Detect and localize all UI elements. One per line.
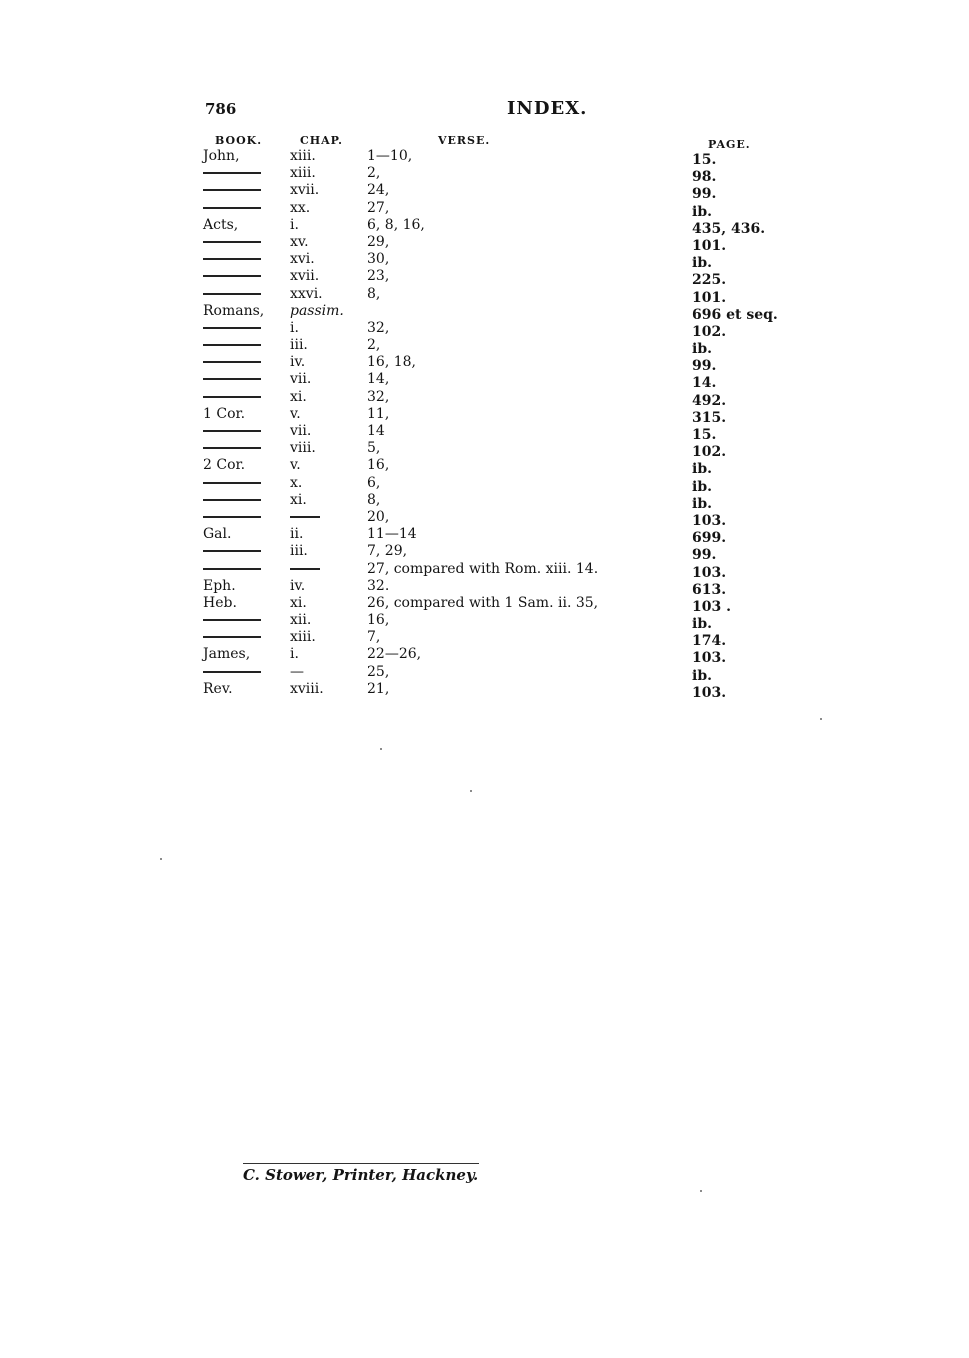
column-header-book: BOOK.	[215, 134, 263, 147]
table-row	[0, 491, 969, 512]
page-cell: 14.	[692, 375, 717, 392]
table-row	[0, 302, 969, 323]
book-cell: James,	[203, 646, 251, 663]
ditto-rule	[203, 189, 261, 191]
page-cell: ib.	[692, 341, 712, 358]
table-row	[0, 199, 969, 220]
page-cell: 102.	[692, 444, 727, 461]
book-cell	[203, 234, 261, 251]
verse-cell: 25,	[367, 663, 390, 680]
chap-cell: vii.	[290, 371, 312, 388]
book-cell: 2 Cor.	[203, 457, 246, 474]
book-cell: Acts,	[203, 216, 239, 233]
chap-cell: iii.	[290, 337, 308, 354]
page-title: INDEX.	[507, 98, 588, 119]
verse-cell: 16,	[367, 457, 390, 474]
ditto-rule	[203, 619, 261, 621]
verse-cell: 11—14	[367, 526, 417, 543]
ditto-rule	[203, 482, 261, 484]
chap-cell: xviii.	[290, 680, 324, 697]
table-row	[0, 165, 969, 186]
chap-cell: i.	[290, 646, 299, 663]
ditto-rule	[203, 258, 261, 260]
chap-cell: iii.	[290, 543, 308, 560]
table-row	[0, 629, 969, 650]
book-cell	[203, 337, 261, 354]
page-cell: 174.	[692, 633, 727, 650]
page-cell: 699.	[692, 530, 727, 547]
table-row	[0, 319, 969, 340]
chap-cell: viii.	[290, 440, 316, 457]
ditto-rule	[203, 568, 261, 570]
chap-cell	[290, 509, 320, 526]
table-row	[0, 405, 969, 426]
ditto-rule	[203, 671, 261, 673]
chap-cell: xi.	[290, 594, 307, 611]
ditto-rule	[203, 499, 261, 501]
table-row	[0, 371, 969, 392]
verse-cell: 1—10,	[367, 148, 413, 164]
table-row	[0, 457, 969, 478]
book-cell	[203, 492, 261, 509]
ditto-rule	[203, 550, 261, 552]
chap-cell: xx.	[290, 199, 311, 216]
page-cell: ib.	[692, 495, 712, 512]
book-cell	[203, 371, 261, 388]
verse-cell: 23,	[367, 268, 390, 285]
book-cell	[203, 165, 261, 182]
column-header-verse: VERSE.	[438, 134, 491, 147]
chap-cell	[290, 561, 320, 578]
ditto-rule	[203, 430, 261, 432]
book-cell	[203, 354, 261, 371]
ditto-rule	[203, 241, 261, 243]
table-row	[0, 285, 969, 306]
table-row	[0, 577, 969, 598]
chap-cell: v.	[290, 405, 301, 422]
page-cell: 99.	[692, 358, 717, 375]
book-cell	[203, 182, 261, 199]
table-row	[0, 646, 969, 667]
book-cell: John,	[203, 148, 240, 164]
page-cell: 99.	[692, 547, 717, 564]
book-cell	[203, 509, 261, 526]
page-cell: 15.	[692, 152, 717, 168]
ditto-rule	[203, 172, 261, 174]
index-table	[0, 148, 969, 701]
ditto-rule	[203, 378, 261, 380]
page-cell: 613.	[692, 581, 727, 598]
page-cell: 15.	[692, 427, 717, 443]
verse-cell: 32,	[367, 319, 390, 336]
book-cell: Gal.	[203, 526, 232, 543]
ditto-rule	[203, 344, 261, 346]
book-cell	[203, 389, 261, 406]
ditto-rule	[290, 516, 320, 518]
chap-cell: xvii.	[290, 182, 320, 199]
verse-cell: 26, compared with 1 Sam. ii. 35,	[367, 594, 599, 611]
table-row	[0, 680, 969, 701]
book-cell	[203, 200, 261, 217]
page-cell: ib.	[692, 203, 712, 220]
verse-cell: 16,	[367, 612, 390, 629]
book-cell	[203, 423, 261, 440]
verse-cell: 14,	[367, 371, 390, 388]
table-row	[0, 612, 969, 633]
verse-cell: 24,	[367, 182, 390, 199]
page-cell: ib.	[692, 255, 712, 272]
table-row	[0, 233, 969, 254]
chap-cell: ii.	[290, 526, 304, 543]
chap-cell: iv.	[290, 354, 306, 371]
verse-cell: 32.	[367, 577, 390, 594]
verse-cell: 7, 29,	[367, 543, 408, 560]
print-speck	[820, 718, 822, 720]
ditto-rule	[203, 396, 261, 398]
chap-cell: x.	[290, 474, 303, 491]
page-cell: 315.	[692, 409, 727, 426]
verse-cell: 14	[367, 423, 385, 439]
chap-cell: passim.	[290, 302, 344, 319]
verse-cell: 8,	[367, 491, 381, 508]
book-cell	[203, 268, 261, 285]
verse-cell: 2,	[367, 165, 381, 182]
page-cell: ib.	[692, 461, 712, 478]
table-row	[0, 251, 969, 272]
book-cell	[203, 251, 261, 268]
verse-cell: 30,	[367, 251, 390, 268]
verse-cell: 21,	[367, 680, 390, 697]
book-cell: Eph.	[203, 577, 236, 594]
ditto-rule	[203, 361, 261, 363]
book-cell	[203, 612, 261, 629]
book-cell: Heb.	[203, 594, 237, 611]
table-row	[0, 337, 969, 358]
print-speck	[160, 858, 162, 860]
printer-imprint: C. Stower, Printer, Hackney.	[243, 1163, 479, 1184]
verse-cell: 5,	[367, 440, 381, 457]
table-row	[0, 268, 969, 289]
verse-cell: 8,	[367, 285, 381, 302]
book-cell: Rev.	[203, 680, 233, 697]
page-cell: 101.	[692, 237, 727, 254]
ditto-rule	[203, 327, 261, 329]
chap-cell: xxvi.	[290, 285, 323, 302]
table-row	[0, 354, 969, 375]
ditto-rule	[290, 568, 320, 570]
verse-cell: 11,	[367, 405, 390, 422]
verse-cell: 22—26,	[367, 646, 422, 663]
chap-cell: xvi.	[290, 251, 315, 268]
book-cell	[203, 629, 261, 646]
table-row	[0, 560, 969, 581]
verse-cell: 6, 8, 16,	[367, 216, 425, 233]
table-row	[0, 182, 969, 203]
chap-cell: iv.	[290, 577, 306, 594]
chap-cell: vii.	[290, 423, 312, 439]
page-cell: 103 .	[692, 598, 731, 615]
page-cell: 492.	[692, 392, 727, 409]
page-cell: 103.	[692, 564, 727, 581]
print-speck	[470, 790, 472, 792]
ditto-rule	[203, 207, 261, 209]
page-cell: 103.	[692, 512, 727, 529]
chap-cell: i.	[290, 216, 299, 233]
column-header-page: PAGE.	[708, 138, 751, 151]
page-cell: ib.	[692, 478, 712, 495]
table-row	[0, 216, 969, 237]
chap-cell: —	[290, 663, 304, 680]
table-row	[0, 594, 969, 615]
page-cell: 696 et seq.	[692, 306, 778, 323]
verse-cell: 2,	[367, 337, 381, 354]
chap-cell: v.	[290, 457, 301, 474]
print-speck	[700, 1190, 702, 1192]
page-cell: ib.	[692, 667, 712, 684]
book-cell	[203, 440, 261, 457]
verse-cell: 20,	[367, 508, 390, 525]
page-cell: ib.	[692, 616, 712, 633]
book-cell	[203, 320, 261, 337]
verse-cell: 27, compared with Rom. xiii. 14.	[367, 560, 599, 577]
book-cell	[203, 286, 261, 303]
table-row	[0, 663, 969, 684]
chap-cell: xi.	[290, 388, 307, 405]
page-number: 786	[205, 100, 237, 118]
chap-cell: xiii.	[290, 629, 316, 646]
ditto-rule	[203, 275, 261, 277]
verse-cell: 16, 18,	[367, 354, 416, 371]
print-speck	[380, 748, 382, 750]
page-cell: 99.	[692, 186, 717, 203]
table-row	[0, 148, 969, 168]
ditto-rule	[203, 636, 261, 638]
verse-cell: 32,	[367, 388, 390, 405]
book-cell	[203, 561, 261, 578]
page-cell: 101.	[692, 289, 727, 306]
page-cell: 103.	[692, 650, 727, 667]
ditto-rule	[203, 516, 261, 518]
page-cell: 103.	[692, 684, 727, 701]
chap-cell: i.	[290, 319, 299, 336]
book-cell	[203, 475, 261, 492]
verse-cell: 27,	[367, 199, 390, 216]
table-row	[0, 423, 969, 443]
chap-cell: xiii.	[290, 148, 316, 164]
table-row	[0, 526, 969, 547]
ditto-rule	[203, 293, 261, 295]
book-cell	[203, 664, 261, 681]
book-cell: Romans,	[203, 302, 265, 319]
verse-cell: 7,	[367, 629, 381, 646]
book-cell	[203, 543, 261, 560]
chap-cell: xiii.	[290, 165, 316, 182]
chap-cell: xi.	[290, 491, 307, 508]
chap-cell: xvii.	[290, 268, 320, 285]
page-cell: 435, 436.	[692, 220, 766, 237]
chap-cell: xv.	[290, 233, 309, 250]
table-row	[0, 440, 969, 461]
column-header-chap: CHAP.	[300, 134, 343, 147]
table-row	[0, 543, 969, 564]
page-cell: 98.	[692, 169, 717, 186]
chap-cell: xii.	[290, 612, 312, 629]
table-row	[0, 388, 969, 409]
page-cell: 225.	[692, 272, 727, 289]
table-row	[0, 474, 969, 495]
verse-cell: 29,	[367, 233, 390, 250]
page-cell: 102.	[692, 323, 727, 340]
table-row	[0, 508, 969, 529]
ditto-rule	[203, 447, 261, 449]
book-cell: 1 Cor.	[203, 405, 246, 422]
verse-cell: 6,	[367, 474, 381, 491]
